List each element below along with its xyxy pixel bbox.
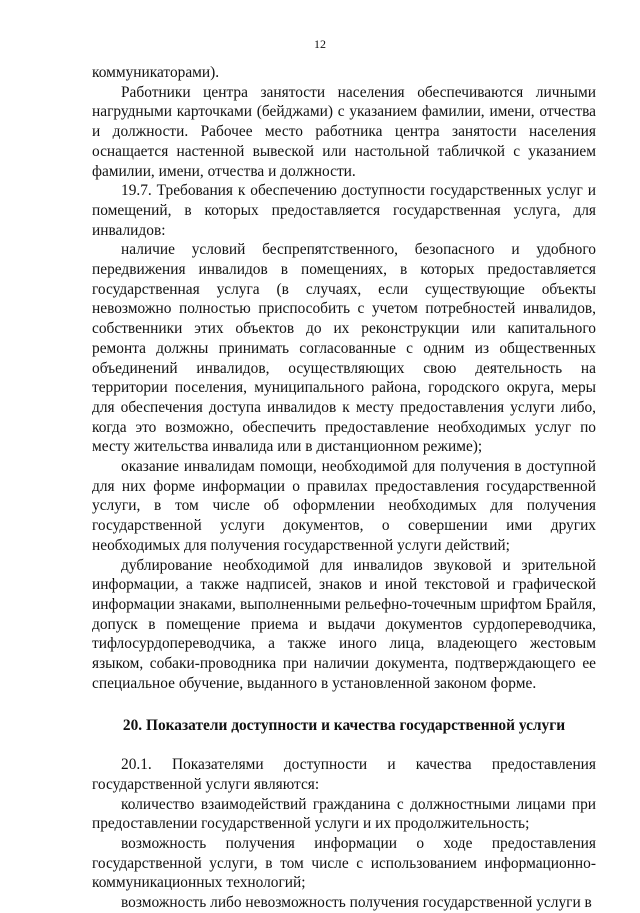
paragraph-20-1: 20.1. Показателями доступности и качества предоставления государственной услуги являются: (92, 756, 596, 793)
paragraph-conditions: наличие условий беспрепятственного, безопасного и удобного передвижения инвалидов в помещениях, в которых предоставляется государственная услуга (в случаях, если существующие объекты невозможно полностью приспособить с учетом потребностей инвалидов, собственники этих объектов до их реконструкции или капитального ремонта должны принимать согласованные с одним из общественных объединений инвалидов, осуществляющих свою деятельность на территории поселения, муниципального района, городского округа, меры для обеспечения доступа инвалидов к месту предоставления услуги либо, когда это возможно, обеспечить предоставление необходимых услуг по месту жительства инвалида или в дистанционном режиме); (92, 241, 596, 456)
paragraph-19-7: 19.7. Требования к обеспечению доступности государственных услуг и помещений, в которых предоставляется государственная услуга, для инвалидов: (92, 182, 596, 239)
paragraph-assistance: оказание инвалидам помощи, необходимой для получения в доступной для них форме информации о правилах предоставления государственной услуги, в том числе об оформлении необходимых для получения государственной услуги документов, о совершении ими других необходимых для получения государственной услуги действий; (92, 458, 596, 554)
paragraph-interactions: количество взаимодействий гражданина с должностными лицами при предоставлении государственной услуги и их продолжительность; (92, 795, 596, 833)
document-body (92, 63, 596, 913)
paragraph-information: возможность получения информации о ходе предоставления государственной услуги, в том числе с использованием информационно-коммуникационных технологий; (92, 835, 596, 892)
section-heading: 20. Показатели доступности и качества государственной услуги (122, 716, 566, 734)
page-number: 12 (314, 37, 326, 51)
paragraph-continuation: коммуникаторами). (92, 64, 220, 81)
paragraph-badges: Работники центра занятости населения обеспечиваются личными нагрудными карточками (бейджами) с указанием фамилии, имени, отчества и должности. Рабочее место работника центра занятости населения оснащается настенной вывеской или настольной табличкой с указанием фамилии, имени, отчества и должности. (92, 83, 596, 180)
paragraph-possibility: возможность либо невозможность получения государственной услуги в (121, 894, 592, 912)
paragraph-duplication: дублирование необходимой для инвалидов звуковой и зрительной информации, а также надписей, знаков и иной текстовой и графической информации знаками, выполненными рельефно-точечным шрифтом Брайля, допуск в помещение приема и выдачи документов сурдопереводчика, тифлосурдопереводчика, а также иного лица, владеющего жестовым языком, собаки-проводника при наличии документа, подтверждающего ее специальное обучение, выданного в установленной законом форме. (92, 556, 596, 692)
